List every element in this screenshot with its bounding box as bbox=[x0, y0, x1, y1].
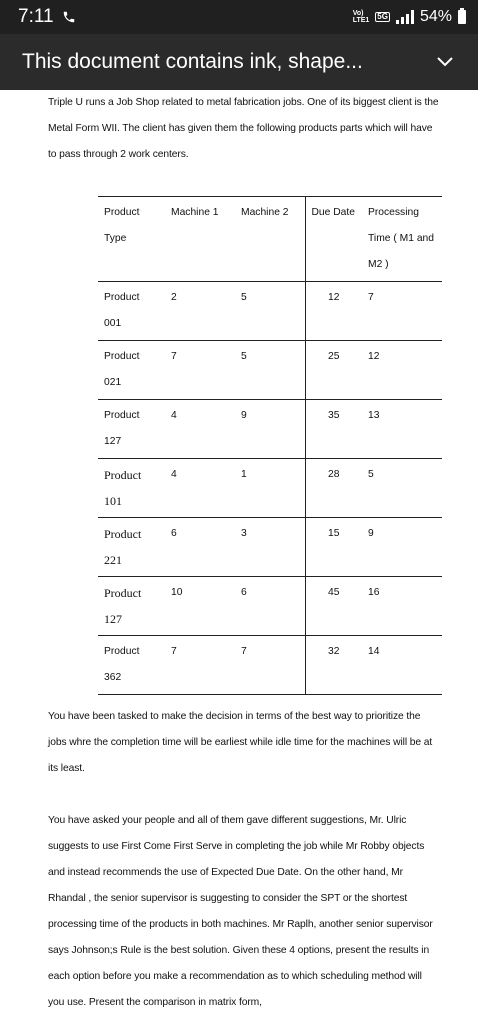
volte-icon: Vo) LTE1 bbox=[352, 10, 370, 24]
header-machine-2: Machine 2 bbox=[235, 197, 305, 282]
cell-processing-time: 14 bbox=[362, 636, 442, 695]
status-bar bbox=[0, 0, 478, 34]
cell-due-date: 28 bbox=[305, 459, 362, 518]
cell-product: Product 001 bbox=[98, 282, 165, 341]
phone-call-icon bbox=[62, 10, 76, 24]
clock: 7:11 bbox=[18, 6, 54, 27]
cell-machine-2: 3 bbox=[235, 518, 305, 577]
cell-due-date: 25 bbox=[305, 341, 362, 400]
cell-due-date: 32 bbox=[305, 636, 362, 695]
cell-processing-time: 5 bbox=[362, 459, 442, 518]
cell-machine-2: 5 bbox=[235, 341, 305, 400]
cell-machine-1: 6 bbox=[165, 518, 235, 577]
task-paragraph: You have been tasked to make the decision in terms of the best way to prioritize the jobs whre the completion time will be earliest while idle time for the machines will be at its least. bbox=[48, 711, 433, 774]
jobs-table bbox=[98, 196, 442, 695]
battery-icon bbox=[458, 10, 466, 24]
status-left bbox=[18, 6, 76, 28]
table-header-row bbox=[98, 197, 442, 282]
table-row bbox=[98, 459, 442, 518]
cell-product: Product 127 bbox=[98, 577, 165, 636]
cell-processing-time: 9 bbox=[362, 518, 442, 577]
intro-paragraph: Triple U runs a Job Shop related to metal fabrication jobs. One of its biggest client is the Metal Form WII. The client has given them the following products parts which will have to pass through 2 work centers. bbox=[48, 97, 439, 160]
document-notice-title: This document contains ink, shape... bbox=[22, 50, 363, 73]
cell-product: Product 362 bbox=[98, 636, 165, 695]
cell-machine-1: 7 bbox=[165, 341, 235, 400]
cell-machine-1: 10 bbox=[165, 577, 235, 636]
cell-machine-1: 7 bbox=[165, 636, 235, 695]
header-product-type: Product Type bbox=[98, 197, 165, 282]
signal-icon bbox=[396, 10, 414, 24]
suggestions-paragraph: You have asked your people and all of them gave different suggestions, Mr. Ulric suggests to use First Come First Serve in completing the job while Mr Robby objects and instead recommends the use of Expected Due Date. On the other hand, Mr Rhandal , the senior supervisor is suggesting to consider the SPT or the shortest processing time of the products in both machines. Mr Raplh, another senior supervisor says Johnson;s Rule is the best solution. Given these 4 options, present the results in each option before you make a recommendation as to which scheduling method will you use. Present the comparison in matrix form, bbox=[48, 815, 433, 1008]
cell-machine-2: 5 bbox=[235, 282, 305, 341]
cell-processing-time: 16 bbox=[362, 577, 442, 636]
cell-product: Product 101 bbox=[98, 459, 165, 518]
cell-processing-time: 13 bbox=[362, 400, 442, 459]
table-row bbox=[98, 282, 442, 341]
cell-machine-2: 9 bbox=[235, 400, 305, 459]
header-machine-1: Machine 1 bbox=[165, 197, 235, 282]
document-page bbox=[0, 90, 478, 1024]
battery-percent: 54% bbox=[419, 8, 452, 25]
cell-due-date: 15 bbox=[305, 518, 362, 577]
table-row bbox=[98, 341, 442, 400]
cell-due-date: 12 bbox=[305, 282, 362, 341]
cell-machine-2: 6 bbox=[235, 577, 305, 636]
header-due-date: Due Date bbox=[305, 197, 362, 282]
cell-machine-2: 1 bbox=[235, 459, 305, 518]
document-notice-bar[interactable] bbox=[0, 34, 478, 90]
cell-product: Product 221 bbox=[98, 518, 165, 577]
cell-due-date: 45 bbox=[305, 577, 362, 636]
table-row bbox=[98, 636, 442, 695]
cell-machine-2: 7 bbox=[235, 636, 305, 695]
table-row bbox=[98, 577, 442, 636]
table-row bbox=[98, 400, 442, 459]
status-right bbox=[353, 8, 466, 26]
table-row bbox=[98, 518, 442, 577]
cell-product: Product 021 bbox=[98, 341, 165, 400]
cell-processing-time: 7 bbox=[362, 282, 442, 341]
cell-machine-1: 4 bbox=[165, 400, 235, 459]
cell-product: Product 127 bbox=[98, 400, 165, 459]
cell-processing-time: 12 bbox=[362, 341, 442, 400]
network-type-badge: 5G bbox=[377, 12, 388, 21]
header-processing-time: Processing Time ( M1 and M2 ) bbox=[362, 197, 442, 282]
chevron-down-icon[interactable] bbox=[436, 56, 454, 68]
cell-machine-1: 2 bbox=[165, 282, 235, 341]
cell-machine-1: 4 bbox=[165, 459, 235, 518]
cell-due-date: 35 bbox=[305, 400, 362, 459]
